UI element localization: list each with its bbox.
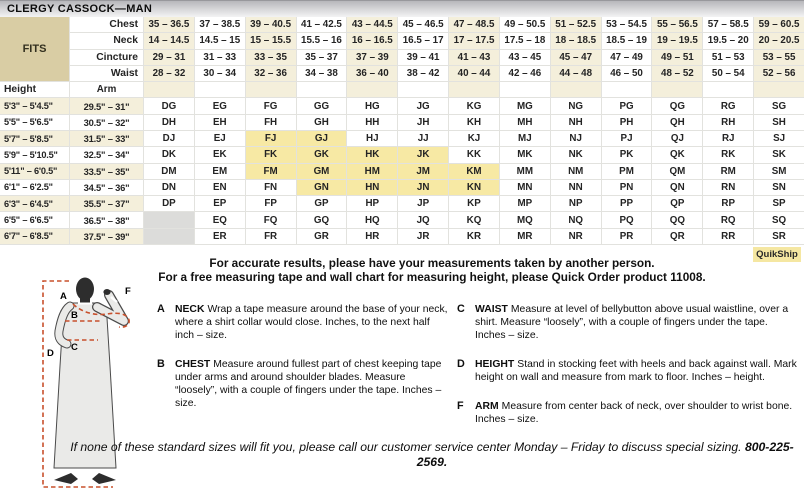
measure-row-label: Waist — [70, 66, 143, 81]
note-line-1: For accurate results, please have your measurements taken by another person. — [209, 256, 655, 270]
size-code-cell: DH — [144, 115, 194, 130]
measure-value-cell: 40 – 44 — [449, 66, 499, 81]
size-code-cell: QN — [652, 180, 702, 195]
measure-value-cell: 34 – 38 — [297, 66, 347, 81]
size-code-cell: NP — [551, 196, 601, 211]
customer-service-phone: 800-225-2569. — [416, 440, 794, 469]
size-code-cell: EK — [195, 147, 245, 162]
size-code-cell: JQ — [398, 212, 448, 227]
size-code-cell: QH — [652, 115, 702, 130]
size-code-cell: GJ — [297, 131, 347, 146]
size-code-cell: MK — [500, 147, 550, 162]
instruction-section-arm — [457, 400, 797, 426]
size-code-cell: EN — [195, 180, 245, 195]
size-code-cell: MG — [500, 98, 550, 113]
measure-value-cell: 45 – 47 — [551, 50, 601, 65]
measure-value-cell: 46 – 50 — [602, 66, 652, 81]
size-code-cell: QR — [652, 229, 702, 244]
size-code-cell: KJ — [449, 131, 499, 146]
size-code-cell: EP — [195, 196, 245, 211]
size-code-cell: HM — [347, 164, 397, 179]
size-code-cell: HG — [347, 98, 397, 113]
measure-value-cell: 51 – 52.5 — [551, 17, 601, 32]
measure-value-cell: 16.5 – 17 — [398, 33, 448, 48]
size-code-cell: RN — [703, 180, 753, 195]
diagram-label-chest: B — [71, 310, 78, 321]
size-code-cell: MQ — [500, 212, 550, 227]
size-code-cell: FP — [246, 196, 296, 211]
measure-value-cell: 47 – 48.5 — [449, 17, 499, 32]
size-code-cell: SR — [754, 229, 804, 244]
size-code-cell: NQ — [551, 212, 601, 227]
measure-value-cell: 39 – 40.5 — [246, 17, 296, 32]
size-code-cell: NM — [551, 164, 601, 179]
size-code-cell: GM — [297, 164, 347, 179]
size-code-cell: NR — [551, 229, 601, 244]
measure-value-cell: 43 – 44.5 — [347, 17, 397, 32]
size-code-cell: HR — [347, 229, 397, 244]
instruction-term: WAIST — [475, 304, 508, 315]
size-code-cell: GN — [297, 180, 347, 195]
arm-range-cell: 34.5" – 36" — [70, 180, 143, 195]
arm-range-cell: 36.5" – 38" — [70, 212, 143, 227]
size-code-cell: EG — [195, 98, 245, 113]
spacer-cell — [652, 82, 702, 97]
measure-value-cell: 44 – 48 — [551, 66, 601, 81]
measure-value-cell: 43 – 45 — [500, 50, 550, 65]
size-code-cell: JP — [398, 196, 448, 211]
size-code-cell: KM — [449, 164, 499, 179]
empty-size-cell — [144, 212, 194, 227]
instruction-text: ARM Measure from center back of neck, over shoulder to wrist bone. Inches – size. — [475, 401, 793, 425]
size-code-cell: KG — [449, 98, 499, 113]
size-code-cell: PK — [602, 147, 652, 162]
instruction-section-neck — [157, 303, 449, 342]
size-code-cell: NN — [551, 180, 601, 195]
figure-right-shoe — [92, 473, 116, 484]
height-column-header: Height — [0, 82, 69, 97]
measure-value-cell: 41 – 42.5 — [297, 17, 347, 32]
measure-value-cell: 47 – 49 — [602, 50, 652, 65]
size-code-cell: RH — [703, 115, 753, 130]
instruction-term: NECK — [175, 304, 205, 315]
size-code-cell: FR — [246, 229, 296, 244]
size-code-cell: GH — [297, 115, 347, 130]
size-code-cell: DM — [144, 164, 194, 179]
size-code-cell: PH — [602, 115, 652, 130]
empty-size-cell — [144, 229, 194, 244]
size-code-cell: KQ — [449, 212, 499, 227]
size-code-cell: KN — [449, 180, 499, 195]
size-code-cell: FH — [246, 115, 296, 130]
size-code-cell: HQ — [347, 212, 397, 227]
size-code-cell: PR — [602, 229, 652, 244]
spacer-cell — [703, 82, 753, 97]
size-code-cell: NJ — [551, 131, 601, 146]
measure-row-label: Neck — [70, 33, 143, 48]
size-code-cell: RJ — [703, 131, 753, 146]
measure-value-cell: 57 – 58.5 — [703, 17, 753, 32]
measure-value-cell: 19.5 – 20 — [703, 33, 753, 48]
spacer-cell — [246, 82, 296, 97]
instruction-letter: C — [457, 303, 465, 315]
size-code-cell: JR — [398, 229, 448, 244]
spacer-cell — [144, 82, 194, 97]
measure-value-cell: 32 – 36 — [246, 66, 296, 81]
measure-value-cell: 31 – 33 — [195, 50, 245, 65]
measure-value-cell: 51 – 53 — [703, 50, 753, 65]
measure-value-cell: 36 – 40 — [347, 66, 397, 81]
measure-value-cell: 55 – 56.5 — [652, 17, 702, 32]
height-range-cell: 5'9" – 5'10.5" — [0, 147, 69, 162]
measure-value-cell: 42 – 46 — [500, 66, 550, 81]
measurement-notes — [60, 256, 804, 284]
measure-value-cell: 35 – 36.5 — [144, 17, 194, 32]
size-code-cell: PN — [602, 180, 652, 195]
size-code-cell: GG — [297, 98, 347, 113]
height-range-cell: 5'11" – 6'0.5" — [0, 164, 69, 179]
size-code-cell: FN — [246, 180, 296, 195]
arm-range-cell: 31.5" – 33" — [70, 131, 143, 146]
size-code-cell: KP — [449, 196, 499, 211]
size-code-cell: SJ — [754, 131, 804, 146]
quikship-badge: QuikShip — [753, 247, 801, 262]
size-code-cell: QQ — [652, 212, 702, 227]
measure-value-cell: 17.5 – 18 — [500, 33, 550, 48]
measure-row-label: Cincture — [70, 50, 143, 65]
size-code-cell: MM — [500, 164, 550, 179]
arm-column-header: Arm — [70, 82, 143, 97]
size-code-cell: NG — [551, 98, 601, 113]
measure-value-cell: 45 – 46.5 — [398, 17, 448, 32]
size-code-cell: MJ — [500, 131, 550, 146]
instruction-letter: B — [157, 358, 165, 370]
diagram-label-neck: A — [60, 291, 67, 302]
size-code-cell: RQ — [703, 212, 753, 227]
spacer-cell — [347, 82, 397, 97]
size-code-cell: DP — [144, 196, 194, 211]
size-code-cell: HJ — [347, 131, 397, 146]
measure-value-cell: 37 – 39 — [347, 50, 397, 65]
size-code-cell: KK — [449, 147, 499, 162]
size-code-cell: RP — [703, 196, 753, 211]
figure-hand — [103, 289, 110, 295]
measure-value-cell: 18 – 18.5 — [551, 33, 601, 48]
measure-value-cell: 41 – 43 — [449, 50, 499, 65]
height-range-cell: 6'7" – 6'8.5" — [0, 229, 69, 244]
measure-value-cell: 28 – 32 — [144, 66, 194, 81]
measure-value-cell: 50 – 54 — [703, 66, 753, 81]
diagram-label-waist: C — [71, 342, 78, 353]
measure-value-cell: 30 – 34 — [195, 66, 245, 81]
chart-title-bar — [0, 0, 804, 17]
size-code-cell: MN — [500, 180, 550, 195]
measure-value-cell: 19 – 19.5 — [652, 33, 702, 48]
spacer-cell — [297, 82, 347, 97]
size-code-cell: EJ — [195, 131, 245, 146]
size-code-cell: ER — [195, 229, 245, 244]
spacer-cell — [500, 82, 550, 97]
height-range-cell: 6'3" – 6'4.5" — [0, 196, 69, 211]
measure-value-cell: 14.5 – 15 — [195, 33, 245, 48]
arm-range-cell: 37.5" – 39" — [70, 229, 143, 244]
instruction-letter: D — [457, 358, 465, 370]
size-code-cell: PJ — [602, 131, 652, 146]
instruction-letter: A — [157, 303, 165, 315]
measure-value-cell: 15 – 15.5 — [246, 33, 296, 48]
size-code-cell: DN — [144, 180, 194, 195]
instruction-text: WAIST Measure at level of bellybutton above usual waistline, over a shirt. Measure “loosely”, with a couple of fingers under the tape. Inches – size. — [475, 304, 789, 341]
size-code-cell: JM — [398, 164, 448, 179]
size-code-cell: GQ — [297, 212, 347, 227]
measure-value-cell: 53 – 54.5 — [602, 17, 652, 32]
diagram-label-arm: F — [125, 286, 131, 297]
size-code-cell: SH — [754, 115, 804, 130]
size-code-cell: MP — [500, 196, 550, 211]
special-sizing-text: If none of these standard sizes will fit you, please call our customer service center Monday – Friday to discuss special sizing. — [70, 440, 742, 454]
size-code-cell: DJ — [144, 131, 194, 146]
size-code-cell: PM — [602, 164, 652, 179]
instruction-term: ARM — [475, 401, 499, 412]
size-code-cell: KR — [449, 229, 499, 244]
measure-value-cell: 39 – 41 — [398, 50, 448, 65]
size-code-cell: NH — [551, 115, 601, 130]
spacer-cell — [551, 82, 601, 97]
size-code-cell: MH — [500, 115, 550, 130]
size-code-cell: PQ — [602, 212, 652, 227]
size-code-cell: EQ — [195, 212, 245, 227]
size-code-cell: JN — [398, 180, 448, 195]
measure-row-label: Chest — [70, 17, 143, 32]
size-code-cell: QM — [652, 164, 702, 179]
size-code-cell: SK — [754, 147, 804, 162]
size-code-cell: DG — [144, 98, 194, 113]
measure-value-cell: 15.5 – 16 — [297, 33, 347, 48]
size-code-cell: EM — [195, 164, 245, 179]
size-code-cell: JH — [398, 115, 448, 130]
size-code-cell: SP — [754, 196, 804, 211]
instructions-left-column — [157, 303, 449, 426]
size-code-cell: KH — [449, 115, 499, 130]
size-code-cell: SN — [754, 180, 804, 195]
size-code-cell: NK — [551, 147, 601, 162]
instruction-section-waist — [457, 303, 797, 342]
size-code-cell: EH — [195, 115, 245, 130]
measure-value-cell: 33 – 35 — [246, 50, 296, 65]
figure-left-shoe — [54, 473, 78, 484]
measure-value-cell: 20 – 20.5 — [754, 33, 804, 48]
measure-value-cell: 18.5 – 19 — [602, 33, 652, 48]
size-code-cell: FK — [246, 147, 296, 162]
spacer-cell — [602, 82, 652, 97]
size-code-cell: SQ — [754, 212, 804, 227]
spacer-cell — [195, 82, 245, 97]
size-code-cell: QP — [652, 196, 702, 211]
measure-value-cell: 49 – 51 — [652, 50, 702, 65]
size-code-cell: PG — [602, 98, 652, 113]
size-code-cell: QG — [652, 98, 702, 113]
measure-value-cell: 16 – 16.5 — [347, 33, 397, 48]
arm-range-cell: 35.5" – 37" — [70, 196, 143, 211]
size-code-cell: PP — [602, 196, 652, 211]
size-code-cell: HH — [347, 115, 397, 130]
size-code-cell: JG — [398, 98, 448, 113]
measure-value-cell: 52 – 56 — [754, 66, 804, 81]
arm-range-cell: 29.5" – 31" — [70, 98, 143, 113]
chart-title: CLERGY CASSOCK—MAN — [7, 3, 153, 15]
size-code-cell: SM — [754, 164, 804, 179]
measure-value-cell: 17 – 17.5 — [449, 33, 499, 48]
instruction-letter: F — [457, 400, 464, 412]
diagram-label-height: D — [47, 348, 54, 359]
size-code-cell: GR — [297, 229, 347, 244]
note-line-2: For a free measuring tape and wall chart for measuring height, please Quick Order product 11008. — [158, 270, 706, 284]
size-code-cell: HN — [347, 180, 397, 195]
height-range-cell: 5'3" – 5'4.5" — [0, 98, 69, 113]
measure-value-cell: 37 – 38.5 — [195, 17, 245, 32]
size-code-cell: RG — [703, 98, 753, 113]
fits-label: FITS — [0, 17, 69, 81]
height-range-cell: 6'1" – 6'2.5" — [0, 180, 69, 195]
size-code-cell: RR — [703, 229, 753, 244]
size-code-cell: RM — [703, 164, 753, 179]
size-code-cell: HP — [347, 196, 397, 211]
size-code-cell: JK — [398, 147, 448, 162]
size-code-cell: QJ — [652, 131, 702, 146]
size-code-cell: FJ — [246, 131, 296, 146]
instruction-section-chest — [157, 358, 449, 410]
size-code-cell: FQ — [246, 212, 296, 227]
arm-range-cell: 32.5" – 34" — [70, 147, 143, 162]
instruction-text: CHEST Measure around fullest part of chest keeping tape under arms and around shoulder blades. Measure “loosely”, with a couple of fingers under the tape. Inches – size. — [175, 359, 442, 409]
height-range-cell: 5'5" – 5'6.5" — [0, 115, 69, 130]
size-code-cell: JJ — [398, 131, 448, 146]
measure-value-cell: 38 – 42 — [398, 66, 448, 81]
size-code-cell: FG — [246, 98, 296, 113]
measure-value-cell: 53 – 55 — [754, 50, 804, 65]
size-code-cell: QK — [652, 147, 702, 162]
size-code-cell: MR — [500, 229, 550, 244]
spacer-cell — [754, 82, 804, 97]
height-range-cell: 6'5" – 6'6.5" — [0, 212, 69, 227]
arm-range-cell: 30.5" – 32" — [70, 115, 143, 130]
measure-value-cell: 49 – 50.5 — [500, 17, 550, 32]
instruction-term: HEIGHT — [475, 359, 515, 370]
instruction-text: HEIGHT Stand in stocking feet with heels and back against wall. Mark height on wall and measure from mark to floor. Inches – height. — [475, 359, 797, 383]
size-chart-table — [0, 17, 804, 245]
size-code-cell: GP — [297, 196, 347, 211]
size-code-cell: SG — [754, 98, 804, 113]
instructions-right-column — [457, 303, 797, 442]
arm-range-cell: 33.5" – 35" — [70, 164, 143, 179]
size-code-cell: GK — [297, 147, 347, 162]
instruction-section-height — [457, 358, 797, 384]
spacer-cell — [449, 82, 499, 97]
instruction-term: CHEST — [175, 359, 211, 370]
spacer-cell — [398, 82, 448, 97]
size-code-cell: DK — [144, 147, 194, 162]
size-code-cell: RK — [703, 147, 753, 162]
measure-value-cell: 48 – 52 — [652, 66, 702, 81]
instruction-text: NECK Wrap a tape measure around the base of your neck, where a shirt collar would close. Inches, to the next half inch – size. — [175, 304, 448, 341]
special-sizing-note — [60, 440, 804, 470]
size-code-cell: FM — [246, 164, 296, 179]
measure-value-cell: 59 – 60.5 — [754, 17, 804, 32]
measure-value-cell: 14 – 14.5 — [144, 33, 194, 48]
measure-value-cell: 29 – 31 — [144, 50, 194, 65]
size-code-cell: HK — [347, 147, 397, 162]
height-range-cell: 5'7" – 5'8.5" — [0, 131, 69, 146]
measure-value-cell: 35 – 37 — [297, 50, 347, 65]
